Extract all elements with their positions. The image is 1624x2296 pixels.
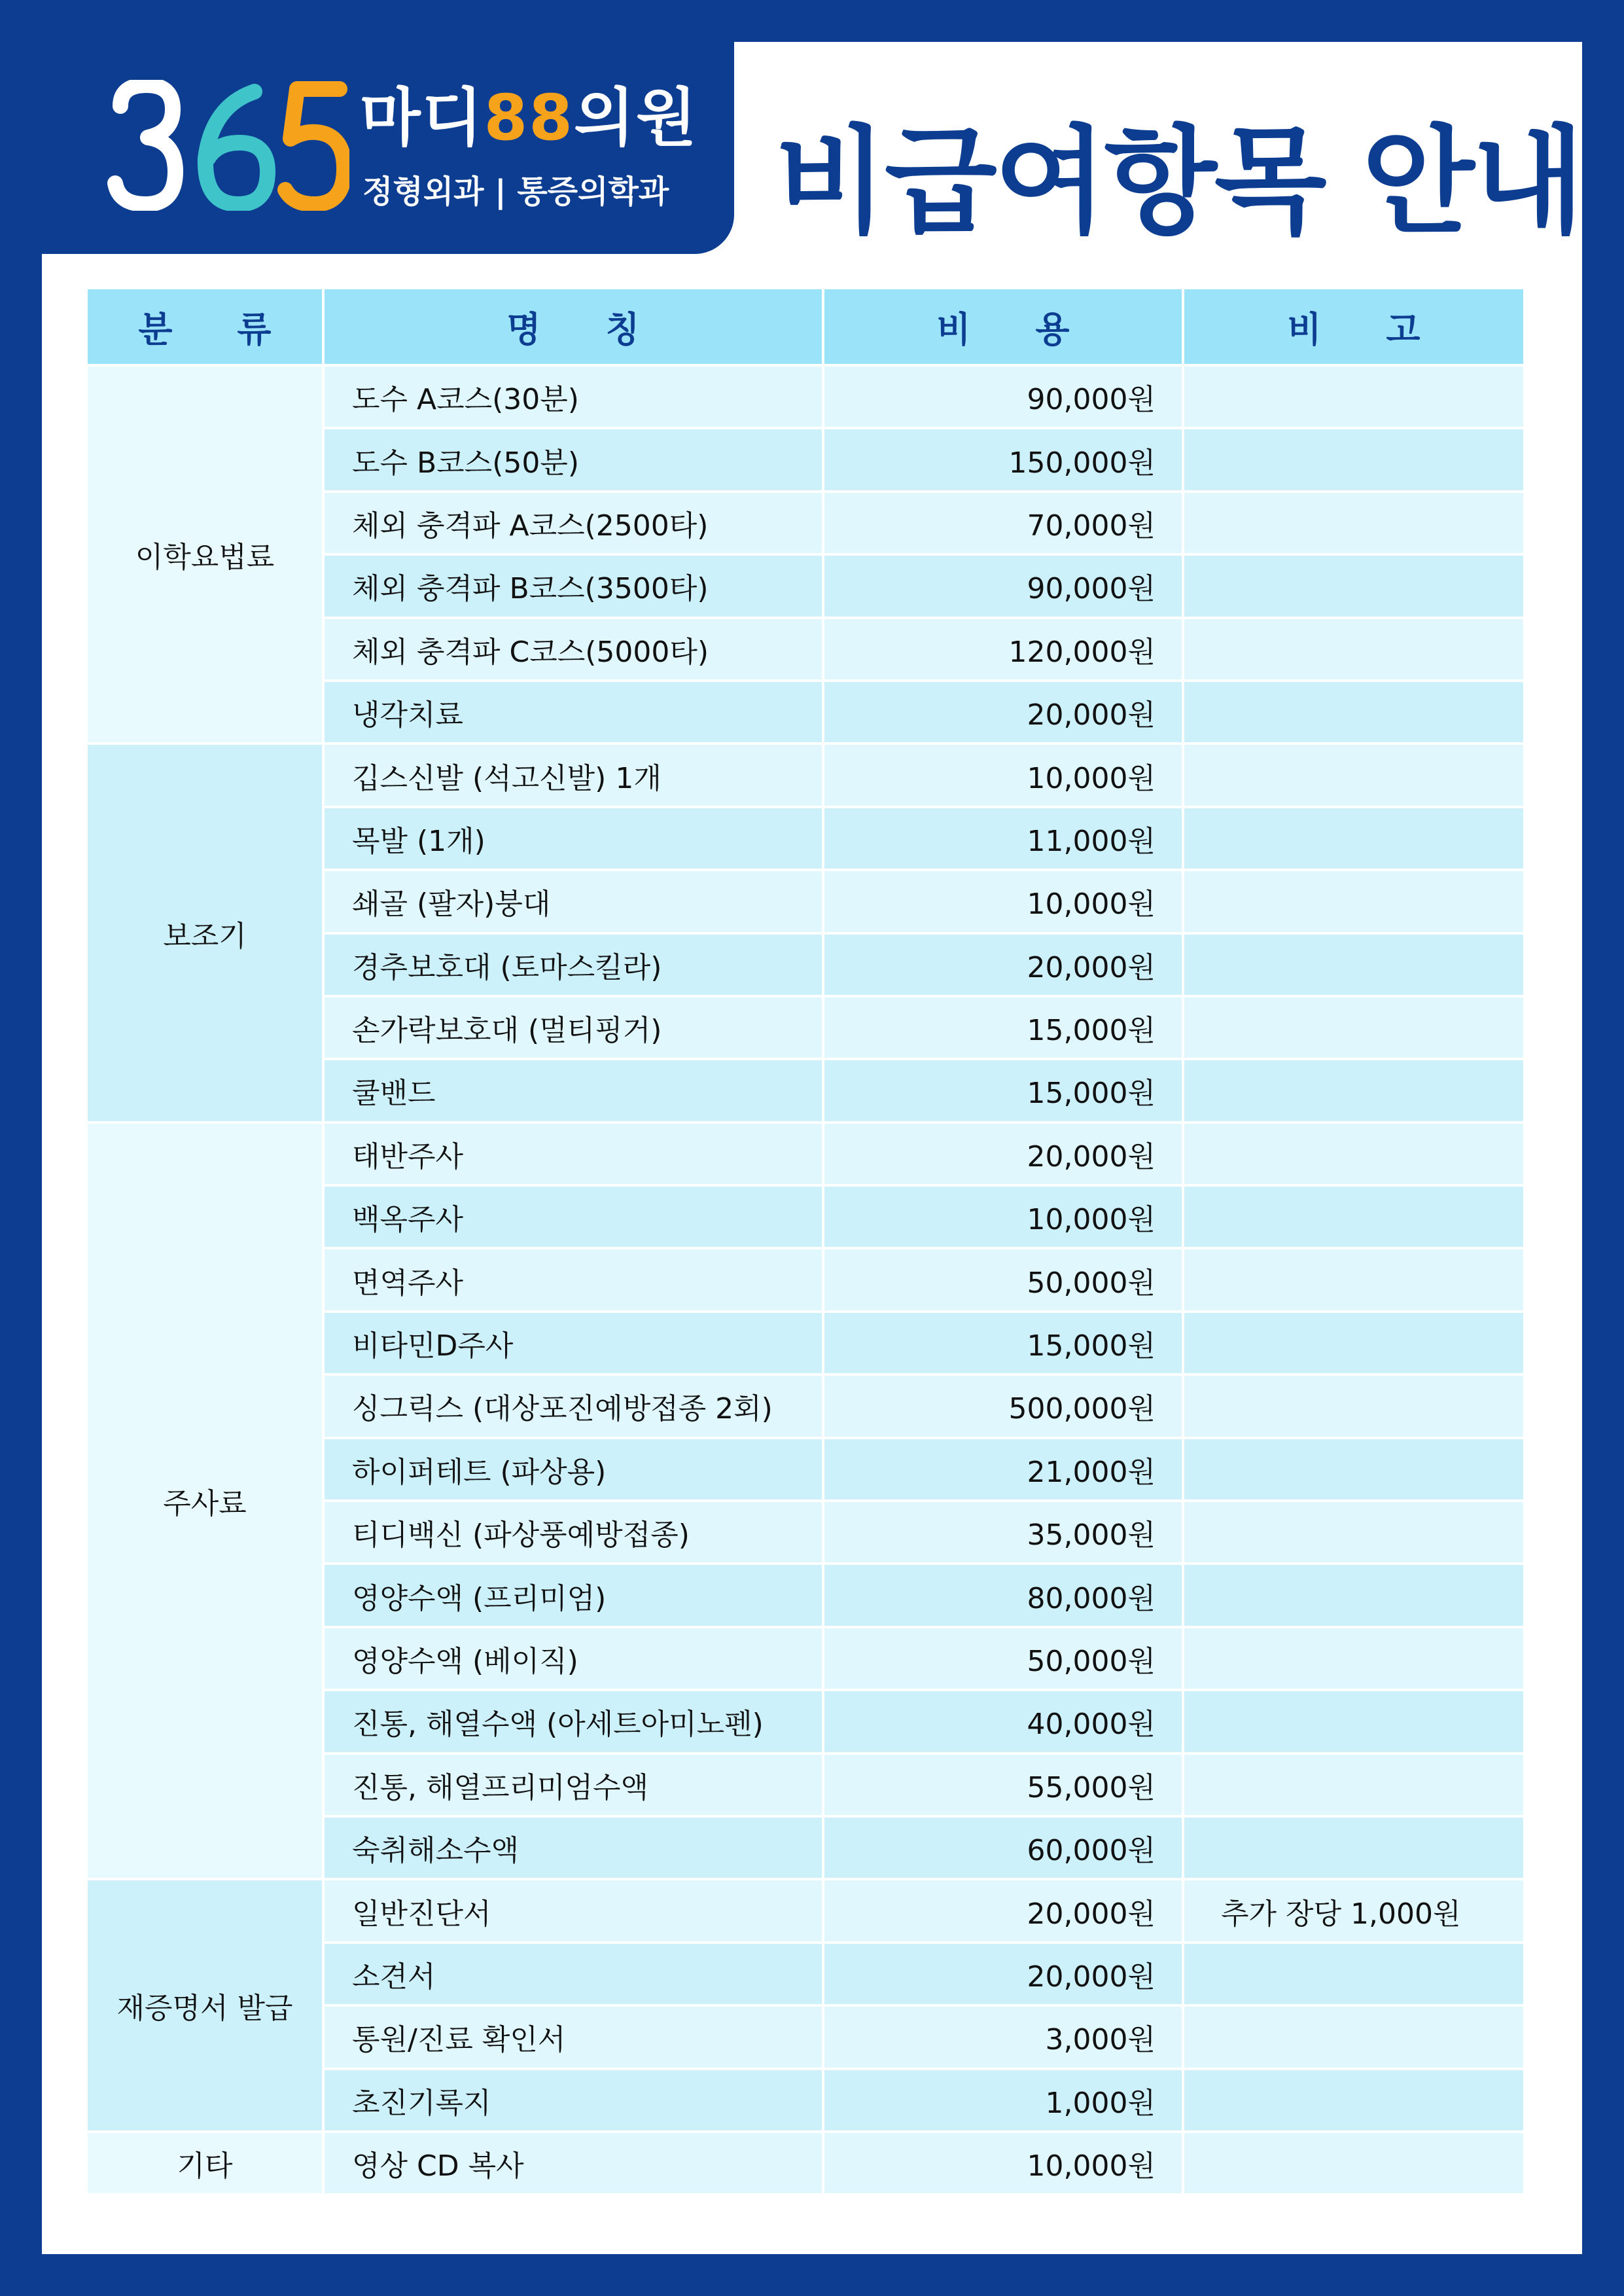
table-row (86, 2132, 1525, 2195)
clinic-name (360, 68, 698, 158)
item-name-cell: 도수 A코스(30분) (323, 365, 823, 428)
table-row (86, 365, 1525, 428)
item-name-cell: 목발 (1개) (323, 807, 823, 870)
item-name-cell: 경추보호대 (토마스킬라) (323, 933, 823, 996)
clinic-departments: 정형외과 | 통증의학과 (362, 173, 669, 210)
item-note-cell (1183, 1564, 1525, 1626)
item-cost-cell: 40,000원 (823, 1690, 1183, 1753)
item-name-cell: 영양수액 (베이직) (323, 1627, 823, 1690)
item-name-cell: 싱그릭스 (대상포진예방접종 2회) (323, 1374, 823, 1437)
item-name-cell: 하이퍼테트 (파상용) (323, 1438, 823, 1501)
item-cost-cell: 10,000원 (823, 1185, 1183, 1248)
table-row (86, 744, 1525, 806)
item-name-cell: 일반진단서 (323, 1879, 823, 1942)
item-cost-cell: 1,000원 (823, 2069, 1183, 2132)
item-name-cell: 쿨밴드 (323, 1059, 823, 1122)
item-cost-cell: 20,000원 (823, 681, 1183, 744)
category-cell: 재증명서 발급 (86, 1879, 323, 2132)
item-cost-cell: 10,000원 (823, 870, 1183, 933)
table-body (86, 365, 1525, 2195)
item-name-cell: 통원/진료 확인서 (323, 2005, 823, 2068)
item-note-cell (1183, 1185, 1525, 1248)
category-cell: 이학요법료 (86, 365, 323, 744)
item-note-cell (1183, 2005, 1525, 2068)
item-cost-cell: 20,000원 (823, 1943, 1183, 2005)
item-note-cell (1183, 492, 1525, 554)
header-cost: 비 용 (823, 288, 1183, 365)
item-note-cell (1183, 1627, 1525, 1690)
logo-365-mark (107, 80, 349, 211)
item-cost-cell: 90,000원 (823, 554, 1183, 617)
item-note-cell (1183, 2069, 1525, 2132)
item-cost-cell: 15,000원 (823, 1059, 1183, 1122)
item-note-cell (1183, 1438, 1525, 1501)
clinic-logo (42, 42, 734, 254)
header-name: 명 칭 (323, 288, 823, 365)
item-cost-cell: 500,000원 (823, 1374, 1183, 1437)
item-cost-cell: 55,000원 (823, 1753, 1183, 1816)
item-cost-cell: 20,000원 (823, 1122, 1183, 1185)
item-note-cell (1183, 744, 1525, 806)
item-note-cell (1183, 1248, 1525, 1311)
item-note-cell (1183, 365, 1525, 428)
item-note-cell (1183, 870, 1525, 933)
item-note-cell (1183, 1374, 1525, 1437)
item-name-cell: 태반주사 (323, 1122, 823, 1185)
item-name-cell: 초진기록지 (323, 2069, 823, 2132)
item-note-cell (1183, 554, 1525, 617)
item-name-cell: 백옥주사 (323, 1185, 823, 1248)
item-cost-cell: 120,000원 (823, 618, 1183, 681)
item-name-cell: 진통, 해열수액 (아세트아미노펜) (323, 1690, 823, 1753)
item-name-cell: 체외 충격파 C코스(5000타) (323, 618, 823, 681)
item-note-cell (1183, 1312, 1525, 1374)
item-name-cell: 소견서 (323, 1943, 823, 2005)
item-cost-cell: 70,000원 (823, 492, 1183, 554)
item-cost-cell: 80,000원 (823, 1564, 1183, 1626)
item-note-cell (1183, 681, 1525, 744)
item-cost-cell: 35,000원 (823, 1501, 1183, 1564)
item-name-cell: 영양수액 (프리미엄) (323, 1564, 823, 1626)
item-cost-cell: 3,000원 (823, 2005, 1183, 2068)
page-title: 비급여항목 안내 (775, 114, 1582, 249)
table-row (86, 1122, 1525, 1185)
clinic-name-accent: 88 (484, 81, 574, 154)
item-name-cell: 체외 충격파 B코스(3500타) (323, 554, 823, 617)
table-header-row (86, 288, 1525, 365)
item-cost-cell: 50,000원 (823, 1627, 1183, 1690)
item-name-cell: 면역주사 (323, 1248, 823, 1311)
item-cost-cell: 150,000원 (823, 428, 1183, 491)
header-note: 비 고 (1183, 288, 1525, 365)
item-cost-cell: 15,000원 (823, 1312, 1183, 1374)
item-note-cell (1183, 2132, 1525, 2195)
item-name-cell: 진통, 해열프리미엄수액 (323, 1753, 823, 1816)
item-note-cell (1183, 1059, 1525, 1122)
fee-table (85, 287, 1526, 2196)
item-note-cell (1183, 618, 1525, 681)
item-cost-cell: 90,000원 (823, 365, 1183, 428)
item-cost-cell: 60,000원 (823, 1816, 1183, 1879)
item-cost-cell: 21,000원 (823, 1438, 1183, 1501)
item-note-cell (1183, 1753, 1525, 1816)
table-row (86, 1879, 1525, 1942)
item-name-cell: 비타민D주사 (323, 1312, 823, 1374)
item-note-cell (1183, 996, 1525, 1059)
item-note-cell: 추가 장당 1,000원 (1183, 1879, 1525, 1942)
item-cost-cell: 20,000원 (823, 1879, 1183, 1942)
item-cost-cell: 50,000원 (823, 1248, 1183, 1311)
item-note-cell (1183, 1943, 1525, 2005)
item-cost-cell: 15,000원 (823, 996, 1183, 1059)
item-note-cell (1183, 428, 1525, 491)
item-cost-cell: 10,000원 (823, 2132, 1183, 2195)
clinic-name-part1: 마디 (360, 81, 484, 154)
item-note-cell (1183, 1690, 1525, 1753)
item-name-cell: 깁스신발 (석고신발) 1개 (323, 744, 823, 806)
clinic-name-part2: 의원 (574, 81, 698, 154)
item-note-cell (1183, 1122, 1525, 1185)
item-name-cell: 숙취해소수액 (323, 1816, 823, 1879)
category-cell: 기타 (86, 2132, 323, 2195)
item-name-cell: 도수 B코스(50분) (323, 428, 823, 491)
header-category: 분 류 (86, 288, 323, 365)
item-name-cell: 쇄골 (팔자)붕대 (323, 870, 823, 933)
item-cost-cell: 10,000원 (823, 744, 1183, 806)
item-note-cell (1183, 1816, 1525, 1879)
item-name-cell: 영상 CD 복사 (323, 2132, 823, 2195)
item-cost-cell: 11,000원 (823, 807, 1183, 870)
item-cost-cell: 20,000원 (823, 933, 1183, 996)
item-note-cell (1183, 807, 1525, 870)
category-cell: 주사료 (86, 1122, 323, 1880)
item-note-cell (1183, 933, 1525, 996)
category-cell: 보조기 (86, 744, 323, 1122)
item-note-cell (1183, 1501, 1525, 1564)
item-name-cell: 손가락보호대 (멀티핑거) (323, 996, 823, 1059)
item-name-cell: 냉각치료 (323, 681, 823, 744)
item-name-cell: 체외 충격파 A코스(2500타) (323, 492, 823, 554)
item-name-cell: 티디백신 (파상풍예방접종) (323, 1501, 823, 1564)
